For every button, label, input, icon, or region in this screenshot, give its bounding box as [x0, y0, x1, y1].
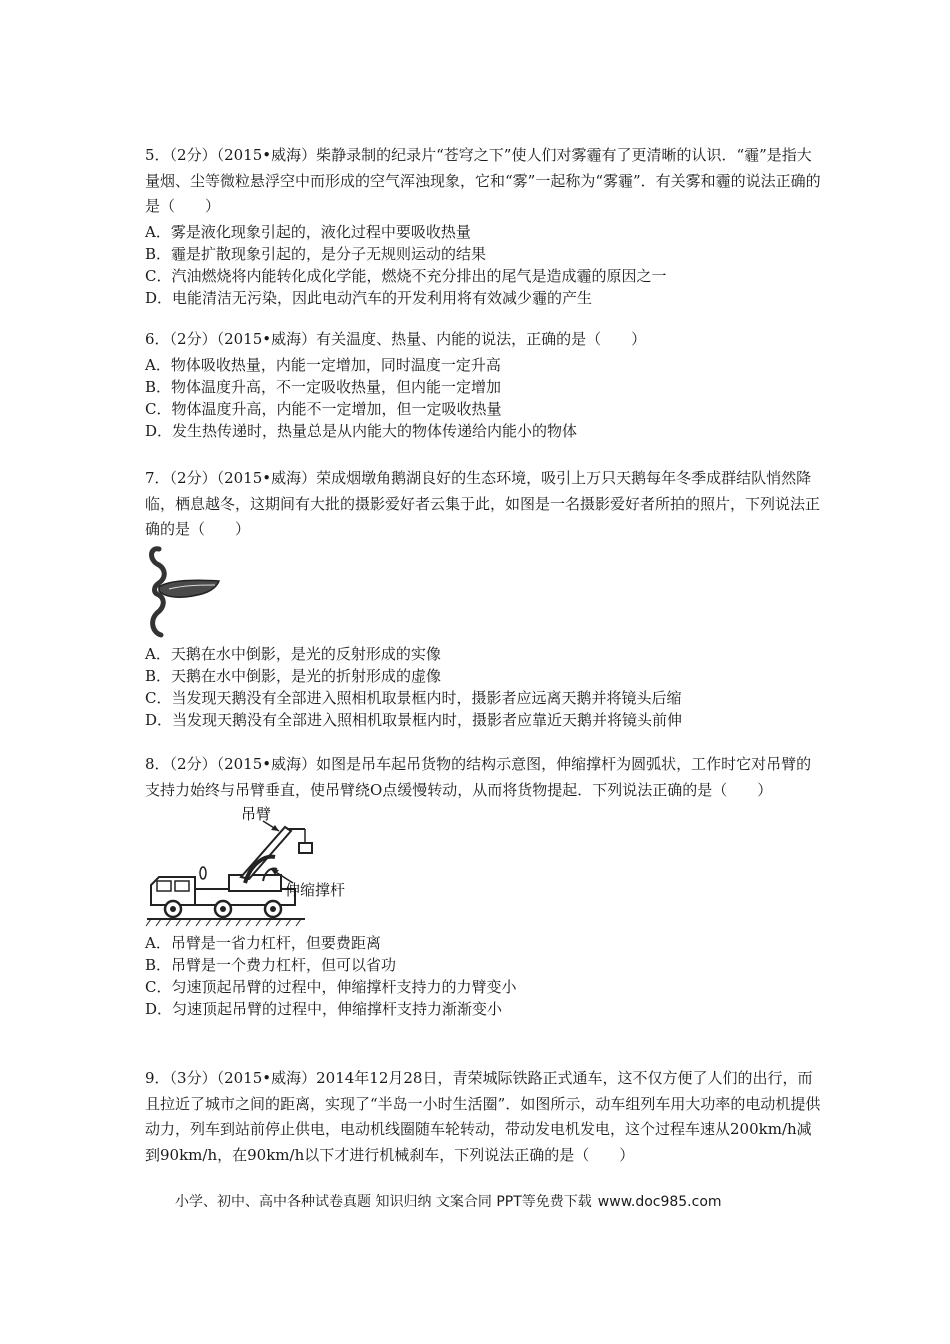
question-5-option-c: C．汽油燃烧将内能转化成化学能，燃烧不充分排出的尾气是造成霾的原因之一 — [145, 266, 667, 285]
footer-text: 小学、初中、高中各种试卷真题 知识归纳 文案合同 PPT等免费下载 — [175, 1194, 592, 1210]
question-6-option-d: D．发生热传递时，热量总是从内能大的物体传递给内能小的物体 — [145, 421, 578, 440]
crane-label-strut: 伸缩撑杆 — [285, 882, 346, 899]
question-6-option-c: C．物体温度升高，内能不一定增加，但一定吸收热量 — [145, 399, 502, 418]
question-8-stem: 8．（2分）（2015•威海）如图是吊车起吊货物的结构示意图，伸缩撑杆为圆弧状，工作时它对吊臂的支持力始终与吊臂垂直，使吊臂绕O点缓慢转动，从而将货物提起．下列说法正确的是（ ） — [145, 755, 812, 799]
question-7-option-a: A．天鹅在水中倒影，是光的反射形成的实像 — [145, 644, 441, 663]
question-5-option-a: A．雾是液化现象引起的，液化过程中要吸收热量 — [145, 222, 471, 241]
question-5-options — [145, 221, 825, 309]
question-6-option-a: A．物体吸收热量，内能一定增加，同时温度一定升高 — [145, 355, 501, 374]
question-8-options — [145, 932, 825, 1020]
question-7 — [145, 466, 825, 731]
question-8-option-d: D．匀速顶起吊臂的过程中，伸缩撑杆支持力渐渐变小 — [145, 1000, 503, 1018]
question-7-option-c: C．当发现天鹅没有全部进入照相机取景框内时，摄影者应远离天鹅并将镜头后缩 — [145, 688, 682, 707]
crane-label-boom: 吊臂 — [241, 806, 272, 823]
question-7-option-d: D．当发现天鹅没有全部进入照相机取景框内时，摄影者应靠近天鹅并将镜头前伸 — [145, 710, 683, 729]
page-footer — [175, 1192, 795, 1212]
question-8-option-c: C．匀速顶起吊臂的过程中，伸缩撑杆支持力的力臂变小 — [145, 978, 517, 996]
question-9 — [145, 1066, 825, 1168]
question-5 — [145, 143, 825, 309]
question-9-stem: 9．（3分）（2015•威海）2014年12月28日，青荣城际铁路正式通车，这不仅方便了人们的出行，而且拉近了城市之间的距离，实现了“半岛一小时生活圈”．如图所示，动车组列车用大功率的电动机提供动力，列车到站前停止供电，电动机线圈随车轮转动，带动发电机发电，这个过程车速从200km/h减到90km/h，在90km/h以下才进行机械刹车，下列说法正确的是（ ） — [145, 1069, 821, 1164]
question-5-option-d: D．电能清洁无污染，因此电动汽车的开发利用将有效减少霾的产生 — [145, 288, 593, 307]
question-5-option-b: B．霾是扩散现象引起的，是分子无规则运动的结果 — [145, 244, 487, 263]
question-6-option-b: B．物体温度升高，不一定吸收热量，但内能一定增加 — [145, 377, 502, 396]
question-6-stem: 6．（2分）（2015•威海）有关温度、热量、内能的说法，正确的是（ ） — [145, 330, 647, 348]
question-5-stem: 5．（2分）（2015•威海）柴静录制的纪录片“苍穹之下”使人们对雾霾有了更清晰的认识．“霾”是指大量烟、尘等微粒悬浮空中而形成的空气浑浊现象，它和“雾”一起称为“雾霾”．有关雾和霾的说法正确的是（ ） — [145, 146, 821, 215]
question-7-option-b: B．天鹅在水中倒影，是光的折射形成的虚像 — [145, 666, 442, 685]
crane-diagram — [145, 805, 370, 930]
question-6 — [145, 327, 825, 442]
footer-url-link[interactable]: www.doc985.com — [597, 1194, 722, 1210]
question-8 — [145, 752, 825, 1020]
question-6-options — [145, 354, 825, 442]
question-8-option-a: A．吊臂是一省力杠杆，但要费距离 — [145, 934, 381, 952]
question-8-option-b: B．吊臂是一个费力杠杆，但可以省功 — [145, 956, 397, 974]
swan-reflection-photo — [145, 543, 225, 639]
question-7-options — [145, 643, 825, 731]
question-7-stem: 7．（2分）（2015•威海）荣成烟墩角鹅湖良好的生态环境，吸引上万只天鹅每年冬季成群结队悄然降临，栖息越冬，这期间有大批的摄影爱好者云集于此，如图是一名摄影爱好者所拍的照片，下列说法正确的是（ ） — [145, 469, 821, 538]
